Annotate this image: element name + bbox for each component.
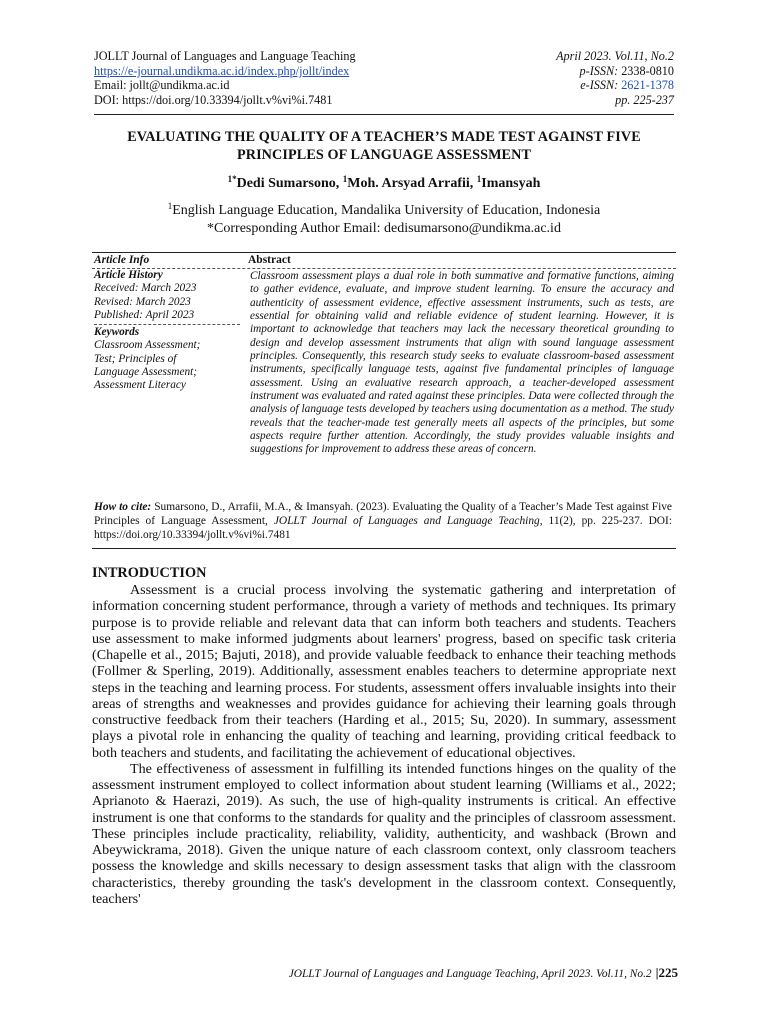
revised-date: Revised: March 2023: [94, 295, 191, 308]
journal-name: JOLLT Journal of Languages and Language Teaching: [94, 49, 356, 63]
author-name: Moh. Arsyad Arrafii,: [347, 176, 477, 191]
issue-info: April 2023. Vol.11, No.2: [556, 49, 674, 63]
keyword: Language Assessment;: [94, 366, 198, 379]
author-name: Dedi Sumarsono,: [236, 176, 343, 191]
section-heading: INTRODUCTION: [92, 565, 207, 581]
published-date: Published: April 2023: [94, 308, 195, 321]
abstract-text: Classroom assessment plays a dual role in both summative and formative functions, aiming to gather evidence, evaluate, and improve student learning. To ensure the accuracy and authenticity of assessment evidence, effective assessment instruments, such as tests, are essential for obtaining valid and reliable evidence of student learning. However, it is important to acknowledge that teachers may lack the necessary theoretical grounding to design and develop assessment instruments that align with sound language assessment principles. Consequently, this research study seeks to evaluate classroom-based assessment instruments, specifically language tests, against five fundamental principles of language assessment. Using an evaluative research approach, a teacher-developed assessment instrument was evaluated and rated against these principles. Data were collected through the analysis of language tests developed by teachers using documentation as a method. The study reveals that the teacher-made test generally meets all aspects of the principles, but some aspects require further attention. Accordingly, the study provides valuable insights and suggestions for improvement to address these areas of concern.: [250, 270, 674, 456]
author-name: Imansyah: [481, 176, 541, 191]
journal-email: Email: jollt@undikma.ac.id: [94, 78, 230, 93]
how-to-cite: How to cite: Sumarsono, D., Arrafii, M.A., & Imansyah. (2023). Evaluating the Quality of a Teacher’s Made Test against Five Principles of Language Assessment, JOLLT Journal of Languages and Language Teaching, 11(2), pp. 225-237. DOI: https://doi.org/10.33394/jollt.v%vi%i.7481: [94, 501, 672, 542]
journal-header: [94, 49, 674, 107]
received-date: Received: March 2023: [94, 282, 197, 295]
journal-url-link[interactable]: https://e-journal.undikma.ac.id/index.php/jollt/index: [94, 63, 350, 78]
paragraph: Assessment is a crucial process involving the systematic gathering and interpretation of information concerning student performance, through a variety of methods and techniques. Its primary purpose is to provide reliable and relevant data that can inform both teachers and students. Teachers use assessment to make informed judgments about learners' progress, based on specific task criteria (Chapelle et al., 2015; Bajuti, 2018), and provide valuable feedback to enhance their teaching methods (Follmer & Sperling, 2019). Additionally, assessment enables teachers to determine appropriate next steps in the teaching and learning process. For students, assessment offers invaluable insights into their areas of strengths and weaknesses and provides guidance for achieving their learning goals through constructive feedback from their teachers (Harding et al., 2015; Su, 2020). In summary, assessment plays a pivotal role in enhancing the quality of teaching and learning, providing critical feedback to both teachers and students, and facilitating the achievement of educational objectives.: [92, 582, 676, 761]
page-footer: [94, 965, 678, 981]
article-info-heading: Article Info: [94, 254, 150, 266]
affiliation: $^1$English Language Education, Mandalika University of Education, Indonesia: [167, 201, 601, 218]
page-range: pp. 225-237: [615, 92, 674, 107]
article-info-column: [92, 269, 244, 457]
header-divider: [94, 114, 674, 115]
abstract-heading: Abstract: [248, 254, 291, 266]
keywords-label: Keywords: [94, 326, 140, 339]
corresponding-author: *Corresponding Author Email: dedisumarsono@undikma.ac.id: [207, 220, 561, 236]
citation-divider: [92, 548, 676, 549]
keyword: Test; Principles of: [94, 352, 177, 365]
keyword: Assessment Literacy: [94, 379, 186, 392]
footer-journal: JOLLT Journal of Languages and Language Teaching, April 2023. Vol.11, No.2: [288, 968, 652, 980]
eissn-link[interactable]: 2621-1378: [621, 78, 674, 93]
page-number: |225: [655, 965, 678, 980]
cite-journal: JOLLT Journal of Languages and Language Teaching: [273, 515, 540, 528]
pissn: p-ISSN: 2338-0810: [579, 63, 674, 78]
eissn: e-ISSN: 2621-1378: [580, 78, 674, 93]
keyword: Classroom Assessment;: [94, 339, 201, 352]
cite-label: How to cite:: [94, 501, 152, 513]
body-text: [92, 582, 676, 907]
article-title: EVALUATING THE QUALITY OF A TEACHER’S MADE TEST AGAINST FIVE PRINCIPLES OF LANGUAGE ASSESSMENT: [127, 129, 641, 163]
journal-doi: DOI: https://doi.org/10.33394/jollt.v%vi%i.7481: [94, 92, 333, 107]
article-history-label: Article History: [94, 269, 163, 281]
article-info-table: [92, 252, 676, 457]
affiliation-block: [94, 202, 674, 237]
paragraph: The effectiveness of assessment in fulfilling its intended functions hinges on the quality of the assessment instrument employed to collect information about student learning (Williams et al., 2022; Aprianoto & Haerazi, 2019). As such, the use of high-quality instruments is critical. An effective instrument is one that conforms to the standards for quality and the principles of classroom assessment. These principles include practicality, reliability, validity, authenticity, and washback (Brown and Abeywickrama, 2018). Given the unique nature of each classroom context, only classroom teachers possess the knowledge and skills necessary to design assessment tasks that align with the classroom characteristics, thereby grounding the task's development in the classroom context. Consequently, teachers': [92, 760, 676, 907]
author-list: $^{1*}$Dedi Sumarsono, $^1$Moh. Arsyad Arrafii, $^1$Imansyah: [227, 174, 541, 191]
